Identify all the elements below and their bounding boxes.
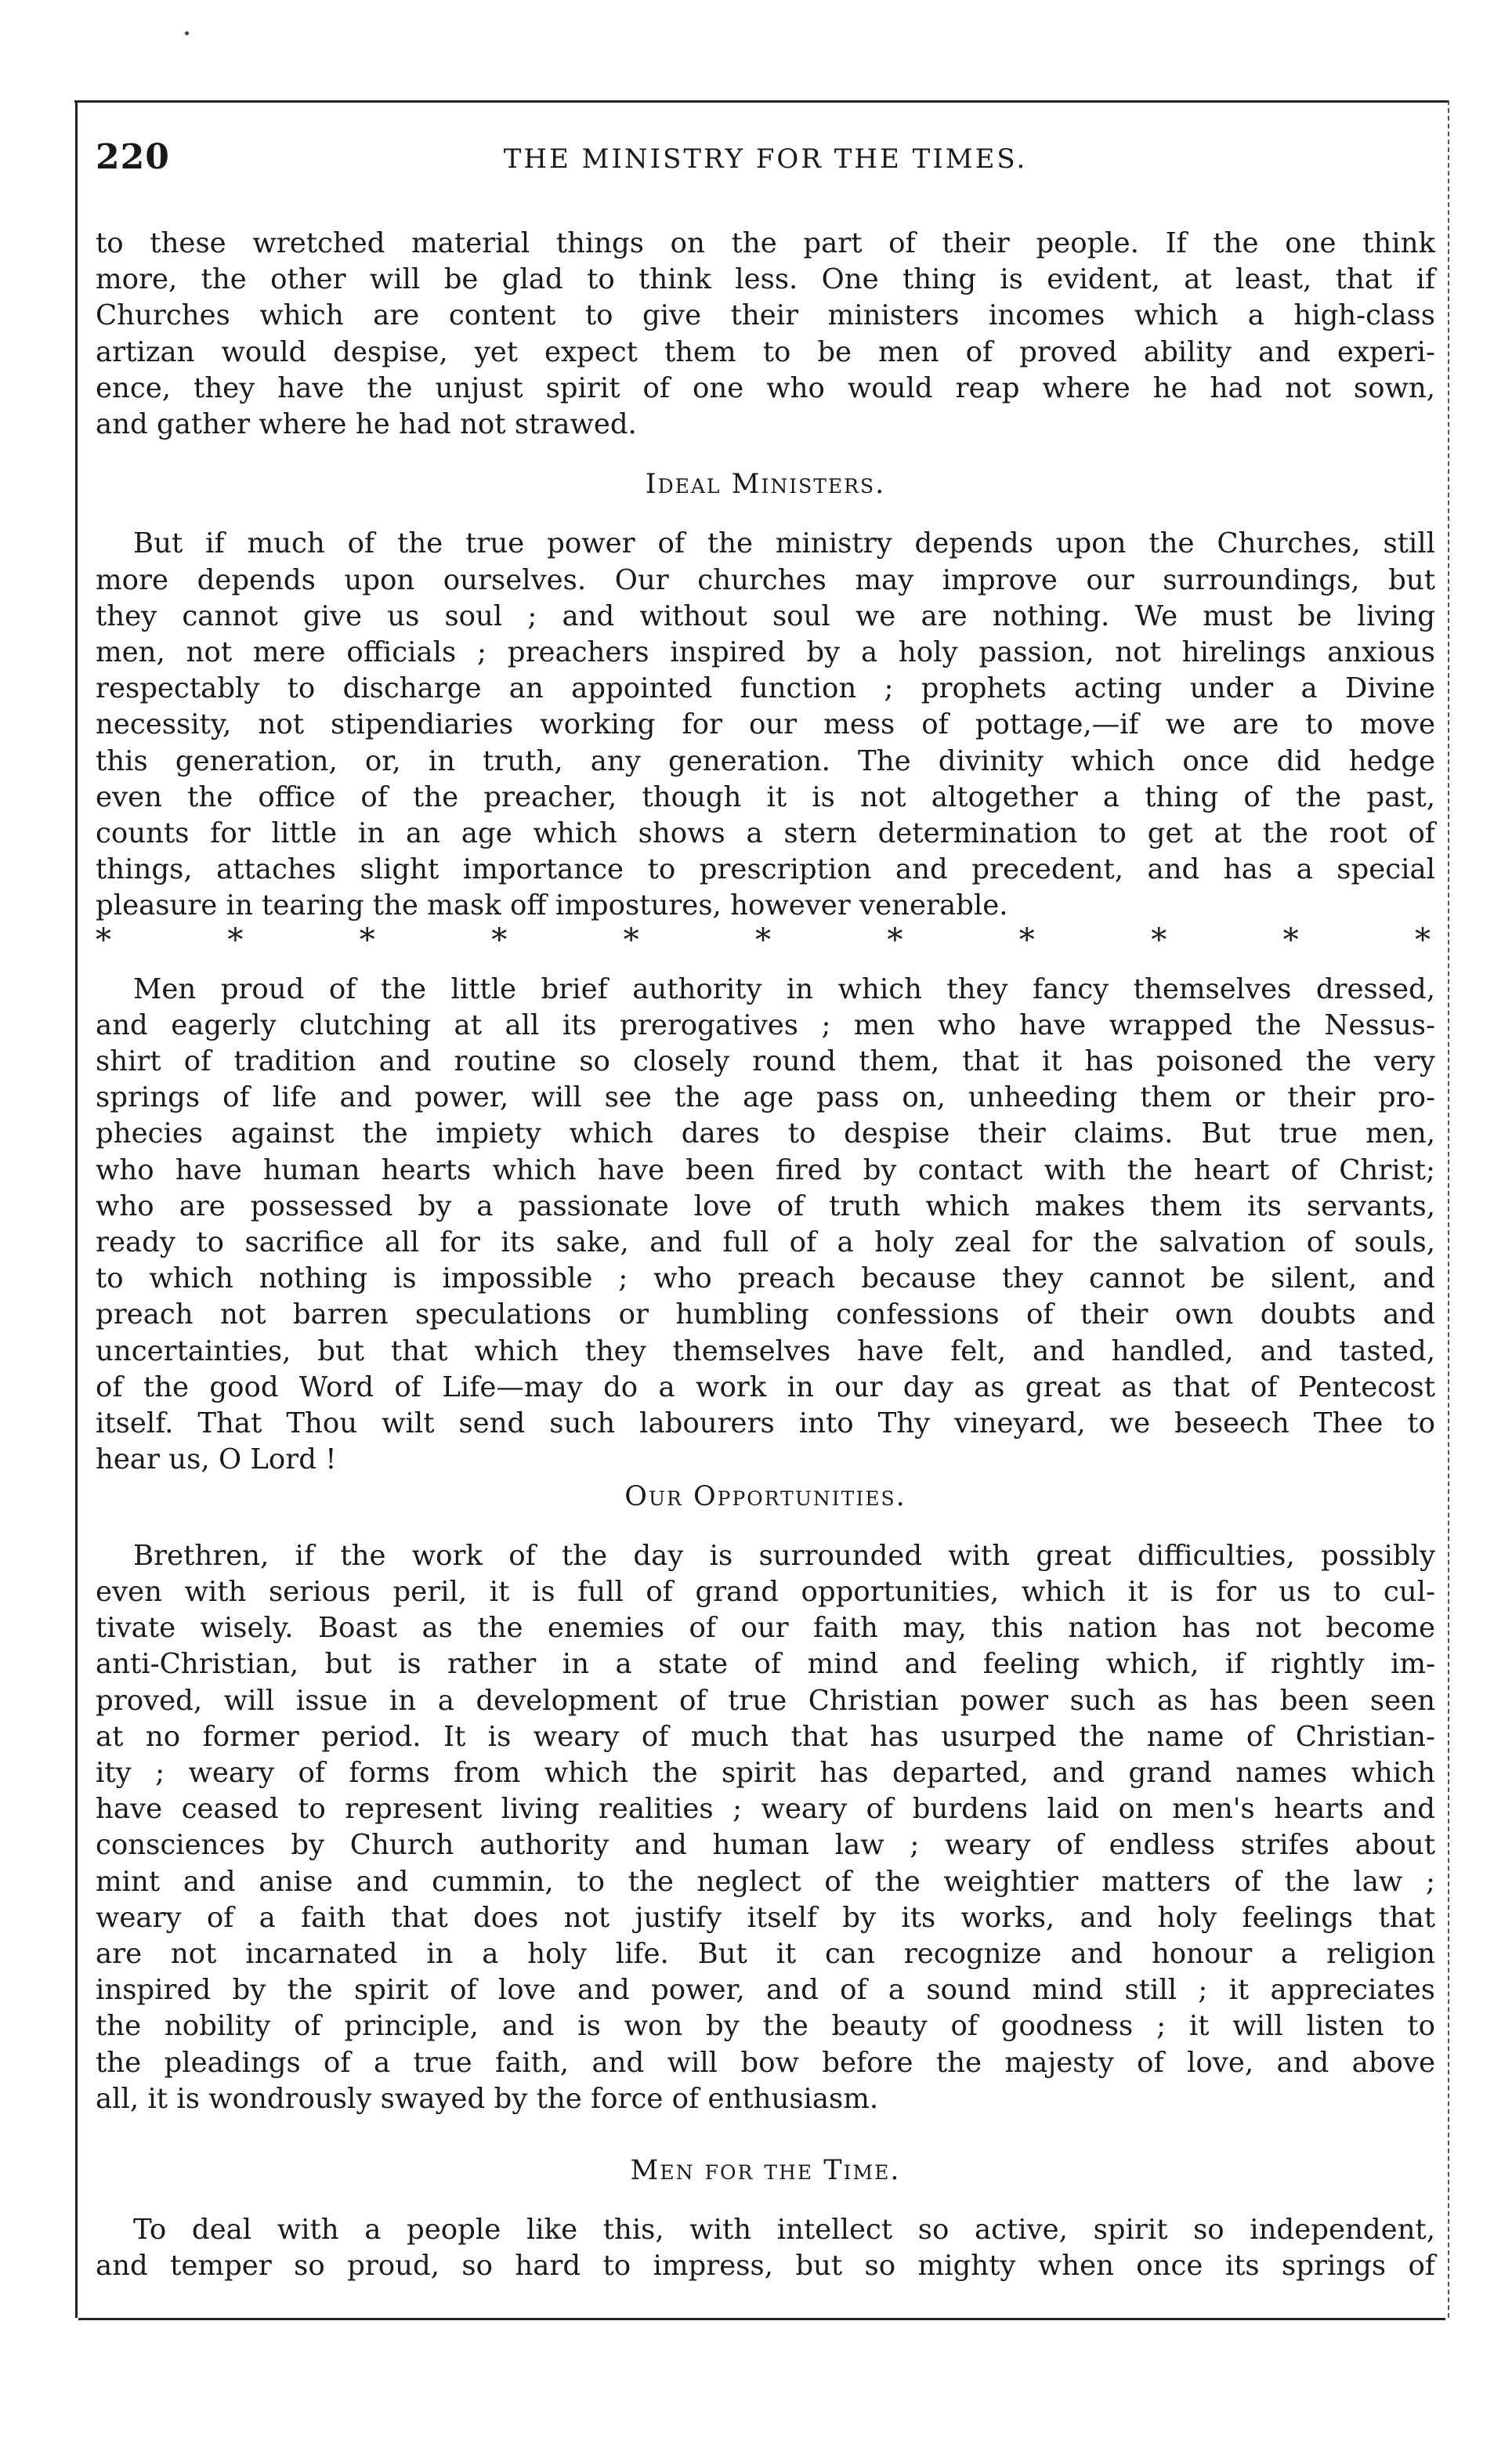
text-line: necessity, not stipendiaries working for our mess of pottage,—if we are to move	[96, 708, 1435, 741]
text-line: proved, will issue in a development of true Christian power such as has been seen	[96, 1684, 1435, 1717]
text-line: the pleadings of a true faith, and will bow before the majesty of love, and above	[96, 2046, 1435, 2079]
ink-speck	[185, 31, 189, 35]
left-border-rule	[75, 100, 78, 2318]
text-line: weary of a faith that does not justify itself by its works, and holy feelings that	[96, 1901, 1435, 1934]
right-border-rule	[1448, 100, 1449, 2318]
text-line: have ceased to represent living realities ; weary of burdens laid on men's hearts and	[96, 1793, 1435, 1826]
text-line: ity ; weary of forms from which the spirit has departed, and grand names which	[96, 1756, 1435, 1789]
text-line: and gather where he had not strawed.	[96, 408, 637, 441]
text-line: who have human hearts which have been fired by contact with the heart of Christ;	[96, 1153, 1435, 1186]
body-text	[96, 226, 1435, 2285]
text-line: all, it is wondrously swayed by the force of enthusiasm.	[96, 2082, 879, 2115]
top-border-rule	[74, 100, 1449, 103]
paragraph-continuation	[96, 226, 1435, 443]
text-line: more, the other will be glad to think less. One thing is evident, at least, that if	[96, 263, 1435, 296]
text-line: mint and anise and cummin, to the neglect of the weightier matters of the law ;	[96, 1865, 1435, 1898]
text-line: itself. That Thou wilt send such labourers into Thy vineyard, we beseech Thee to	[96, 1407, 1435, 1440]
page-number: 220	[96, 137, 170, 177]
text-line: at no former period. It is weary of much that has usurped the name of Christian-	[96, 1720, 1435, 1753]
text-line: they cannot give us soul ; and without soul we are nothing. We must be living	[96, 599, 1435, 632]
section-heading-men-for-the-time: Men for the Time.	[630, 2154, 901, 2186]
text-line: To deal with a people like this, with intellect so active, spirit so independent,	[133, 2214, 1435, 2247]
asterism-separator: * * * * * * * * * * *	[96, 922, 1431, 958]
section-heading-our-opportunities: Our Opportunities.	[624, 1480, 906, 1512]
text-line: ready to sacrifice all for its sake, and full of a holy zeal for the salvation of souls,	[96, 1226, 1435, 1259]
text-line: the nobility of principle, and is won by the beauty of goodness ; it will listen to	[96, 2010, 1435, 2043]
text-line: men, not mere officials ; preachers inspired by a holy passion, not hirelings anxious	[96, 636, 1435, 669]
text-line: shirt of tradition and routine so closely round them, that it has poisoned the very	[96, 1045, 1435, 1078]
text-line: more depends upon ourselves. Our churches may improve our surroundings, but	[96, 563, 1435, 596]
running-title: THE MINISTRY FOR THE TIMES.	[503, 143, 1028, 175]
bottom-border-rule	[78, 2318, 1445, 2320]
text-line: to which nothing is impossible ; who preach because they cannot be silent, and	[96, 1262, 1435, 1295]
text-line: counts for little in an age which shows a stern determination to get at the root of	[96, 817, 1435, 850]
text-line: pleasure in tearing the mask off impostures, however venerable.	[96, 889, 1008, 922]
text-line: of the good Word of Life—may do a work in our day as great as that of Pentecost	[96, 1371, 1435, 1403]
text-line: to these wretched material things on the part of their people. If the one think	[96, 227, 1435, 259]
text-line: hear us, O Lord !	[96, 1443, 337, 1476]
text-line: phecies against the impiety which dares to despise their claims. But true men,	[96, 1117, 1435, 1150]
text-line: things, attaches slight importance to prescription and precedent, and has a special	[96, 853, 1435, 886]
text-line: anti-Christian, but is rather in a state of mind and feeling which, if rightly im-	[96, 1648, 1435, 1681]
text-line: tivate wisely. Boast as the enemies of our faith may, this nation has not become	[96, 1612, 1435, 1645]
paragraph-men-for-the-time	[96, 2212, 1435, 2284]
text-line: are not incarnated in a holy life. But it can recognize and honour a religion	[96, 1937, 1435, 1970]
text-line: Brethren, if the work of the day is surrounded with great difficulties, possibly	[133, 1539, 1435, 1572]
text-line: who are possessed by a passionate love of truth which makes them its servants,	[96, 1189, 1435, 1222]
text-line: and eagerly clutching at all its prerogatives ; men who have wrapped the Nessus-	[96, 1008, 1435, 1041]
paragraph-opportunities	[96, 1538, 1435, 2117]
text-line: But if much of the true power of the ministry depends upon the Churches, still	[133, 527, 1435, 560]
text-line: uncertainties, but that which they themselves have felt, and handled, and tasted,	[96, 1334, 1435, 1367]
text-line: even with serious peril, it is full of grand opportunities, which it is for us to cul-	[96, 1575, 1435, 1608]
text-line: ence, they have the unjust spirit of one who would reap where he had not sown,	[96, 371, 1435, 404]
text-line: Churches which are content to give their ministers incomes which a high-class	[96, 299, 1435, 332]
paragraph-true-men	[96, 972, 1435, 1479]
text-line: even the office of the preacher, though it is not altogether a thing of the past,	[96, 780, 1435, 813]
text-line: artizan would despise, yet expect them to be men of proved ability and experi-	[96, 335, 1435, 368]
text-line: preach not barren speculations or humbling confessions of their own doubts and	[96, 1298, 1435, 1331]
page-header	[96, 137, 1435, 184]
paragraph-ideal-ministers	[96, 526, 1435, 924]
text-line: this generation, or, in truth, any generation. The divinity which once did hedge	[96, 744, 1435, 777]
text-line: Men proud of the little brief authority in which they fancy themselves dressed,	[133, 972, 1435, 1005]
text-line: consciences by Church authority and human law ; weary of endless strifes about	[96, 1829, 1435, 1862]
text-line: respectably to discharge an appointed function ; prophets acting under a Divine	[96, 672, 1435, 705]
text-line: and temper so proud, so hard to impress, but so mighty when once its springs of	[96, 2250, 1435, 2283]
text-line: springs of life and power, will see the age pass on, unheeding them or their pro-	[96, 1081, 1435, 1114]
section-heading-ideal-ministers: Ideal Ministers.	[645, 469, 886, 501]
text-line: inspired by the spirit of love and power, and of a sound mind still ; it appreciates	[96, 1974, 1435, 2007]
